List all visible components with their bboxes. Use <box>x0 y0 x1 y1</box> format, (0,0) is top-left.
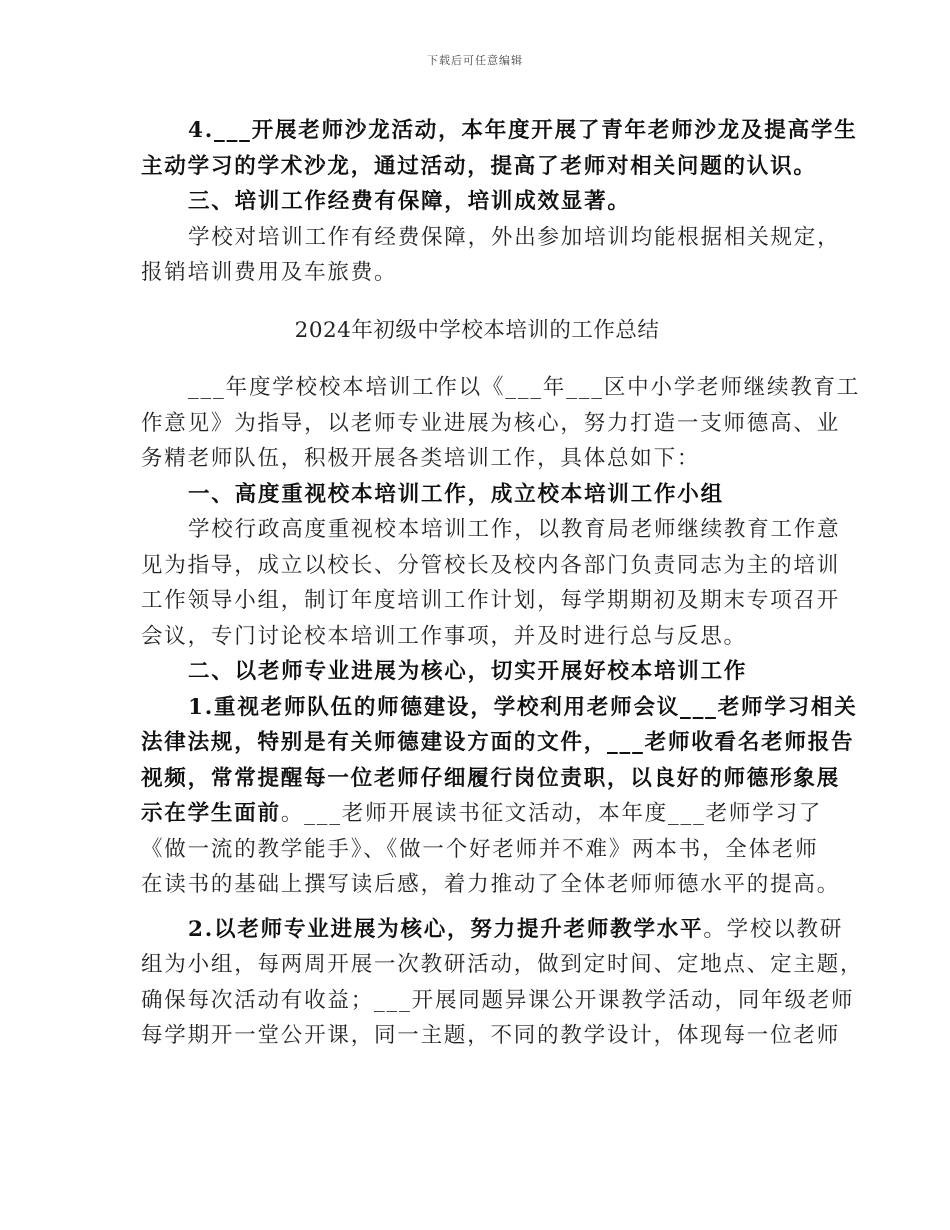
normal-text: 。___老师开展读书征文活动，本年度___老师学习了 <box>280 801 823 826</box>
document-title: 2024年初级中学校本培训的工作总结 <box>294 317 660 343</box>
text-line: 二、以老师专业进展为核心，切实开展好校本培训工作 <box>188 659 748 684</box>
text-line: 确保每次活动有收益；___开展同题异课公开课教学活动，同年级老师 <box>141 987 855 1013</box>
text-line: ___年度学校校本培训工作以《___年___区中小学老师继续教育工 <box>188 375 861 400</box>
text-line: 每学期开一堂公开课，同一主题，不同的教学设计，体现每一位老师 <box>141 1023 841 1048</box>
bold-text: 示在学生面前 <box>141 801 281 826</box>
text-line: 工作领导小组，制订年度培训工作计划，每学期期初及期末专项召开 <box>141 588 841 613</box>
text-line: 报销培训费用及车旅费。 <box>141 260 398 285</box>
text-line: 视频，常常提醒每一位老师仔细履行岗位责职，以良好的师德形象展 <box>141 765 841 791</box>
text-line <box>141 912 844 948</box>
page-header-note: 下载后可任意编辑 <box>427 54 523 67</box>
text-line: 《做一流的教学能手》、《做一个好老师并不难》两本书，全体老师 <box>141 836 819 862</box>
text-line: 务精老师队伍，积极开展各类培训工作，具体总如下： <box>141 446 701 471</box>
text-line: 1.重视老师队伍的师德建设，学校利用老师会议___老师学习相关 <box>188 694 858 720</box>
text-line: 会议，专门讨论校本培训工作事项，并及时进行总与反思。 <box>141 623 747 649</box>
text-line: 一、高度重视校本培训工作，成立校本培训工作小组 <box>188 481 724 507</box>
text-line <box>141 796 823 832</box>
text-line: 4.___开展老师沙龙活动，本年度开展了青年老师沙龙及提高学生 <box>188 118 858 143</box>
text-line: 学校行政高度重视校本培训工作，以教育局老师继续教育工作意 <box>188 517 841 542</box>
normal-text: 。学校以教研 <box>703 916 844 942</box>
text-line: 在读书的基础上撰写读后感，着力推动了全体老师师德水平的提高。 <box>141 872 841 897</box>
text-line: 法律法规，特别是有关师德建设方面的文件，___老师收看名老师报告 <box>141 730 855 755</box>
text-line: 三、培训工作经费有保障，培训成效显著。 <box>188 189 631 214</box>
text-line: 主动学习的学术沙龙，通过活动，提高了老师对相关问题的认识。 <box>141 153 817 179</box>
document-body <box>141 113 864 1054</box>
bold-text: 2.以老师专业进展为核心，努力提升老师教学水平 <box>188 916 704 942</box>
text-line: 学校对培训工作有经费保障，外出参加培训均能根据相关规定， <box>188 224 841 250</box>
text-line: 见为指导，成立以校长、分管校长及校内各部门负责同志为主的培训 <box>141 552 841 578</box>
paragraph-gap <box>141 903 813 912</box>
text-line: 作意见》为指导，以老师专业进展为核心，努力打造一支师德高、业 <box>141 410 841 436</box>
paragraph-gap <box>141 348 813 370</box>
paragraph-gap <box>141 291 813 313</box>
text-line: 组为小组，每两周开展一次教研活动，做到定时间、定地点、定主题， <box>141 952 864 977</box>
